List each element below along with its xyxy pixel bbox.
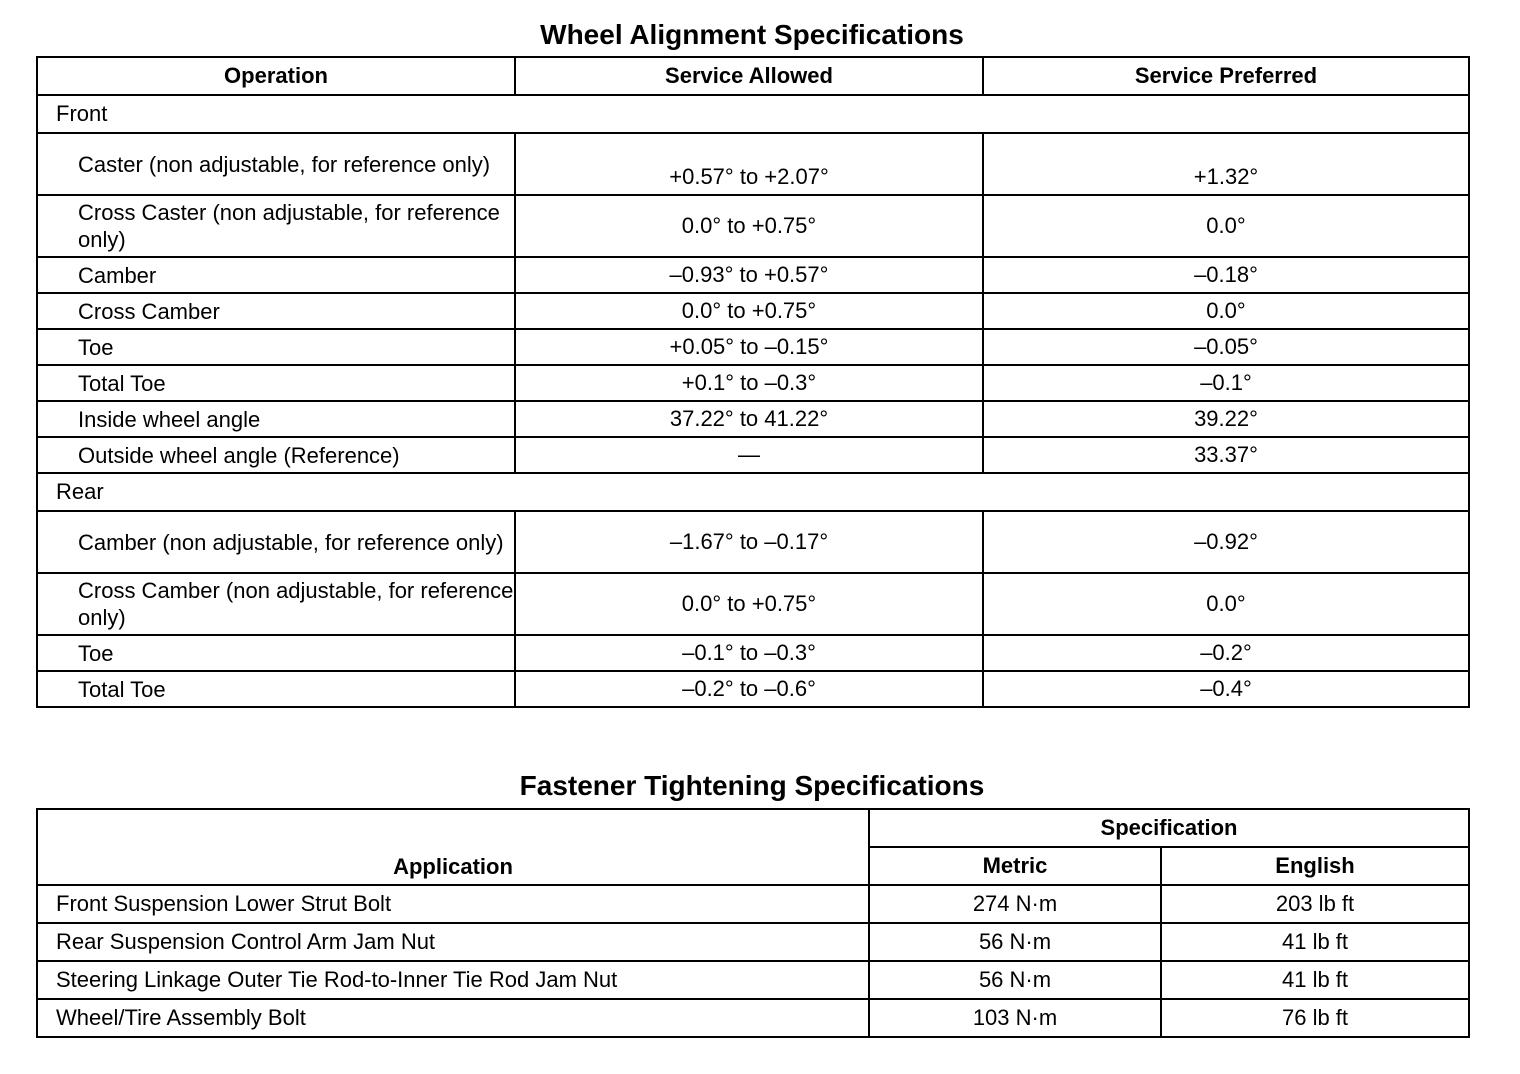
preferred-cell: 33.37°	[983, 437, 1469, 473]
allowed-cell: +0.57° to +2.07°	[515, 133, 983, 195]
table-row	[37, 671, 1469, 707]
operation-cell: Total Toe	[37, 671, 515, 707]
operation-cell: Cross Caster (non adjustable, for reference only)	[37, 195, 515, 257]
header-specification: Specification	[869, 809, 1469, 847]
operation-cell: Camber (non adjustable, for reference only)	[37, 511, 515, 573]
allowed-cell: +0.1° to –0.3°	[515, 365, 983, 401]
header-english: English	[1161, 847, 1469, 885]
operation-cell: Caster (non adjustable, for reference only)	[37, 133, 515, 195]
table-row	[37, 293, 1469, 329]
header-metric: Metric	[869, 847, 1161, 885]
operation-cell: Cross Camber (non adjustable, for reference only)	[37, 573, 515, 635]
english-cell: 41 lb ft	[1161, 923, 1469, 961]
metric-cell: 274 N·m	[869, 885, 1161, 923]
application-cell: Wheel/Tire Assembly Bolt	[37, 999, 869, 1037]
allowed-cell: —	[515, 437, 983, 473]
allowed-cell: 0.0° to +0.75°	[515, 293, 983, 329]
header-operation: Operation	[37, 57, 515, 95]
table-row	[37, 573, 1469, 635]
preferred-cell: –0.92°	[983, 511, 1469, 573]
application-cell: Steering Linkage Outer Tie Rod-to-Inner Tie Rod Jam Nut	[37, 961, 869, 999]
operation-cell: Toe	[37, 329, 515, 365]
english-cell: 76 lb ft	[1161, 999, 1469, 1037]
english-cell: 203 lb ft	[1161, 885, 1469, 923]
operation-cell: Outside wheel angle (Reference)	[37, 437, 515, 473]
header-application: Application	[37, 809, 869, 885]
allowed-cell: +0.05° to –0.15°	[515, 329, 983, 365]
operation-cell: Inside wheel angle	[37, 401, 515, 437]
table-row	[37, 365, 1469, 401]
preferred-cell: –0.1°	[983, 365, 1469, 401]
table-row	[37, 961, 1469, 999]
table-row	[37, 401, 1469, 437]
fastener-title: Fastener Tightening Specifications	[519, 770, 985, 801]
preferred-cell: –0.2°	[983, 635, 1469, 671]
table-row	[37, 437, 1469, 473]
allowed-cell: –0.2° to –0.6°	[515, 671, 983, 707]
alignment-header-row	[37, 57, 1469, 95]
table-row	[37, 133, 1469, 195]
fastener-table	[36, 808, 1470, 1038]
operation-cell: Cross Camber	[37, 293, 515, 329]
application-cell: Rear Suspension Control Arm Jam Nut	[37, 923, 869, 961]
allowed-cell: 37.22° to 41.22°	[515, 401, 983, 437]
allowed-cell: –0.1° to –0.3°	[515, 635, 983, 671]
allowed-cell: 0.0° to +0.75°	[515, 195, 983, 257]
alignment-title: Wheel Alignment Specifications	[540, 19, 964, 50]
group-row-front	[37, 95, 1469, 133]
table-row	[37, 329, 1469, 365]
group-row-rear	[37, 473, 1469, 511]
table-row	[37, 257, 1469, 293]
table-row	[37, 511, 1469, 573]
preferred-cell: –0.4°	[983, 671, 1469, 707]
table-row	[37, 885, 1469, 923]
table-row	[37, 923, 1469, 961]
alignment-table	[36, 56, 1470, 708]
table-row	[37, 195, 1469, 257]
allowed-cell: 0.0° to +0.75°	[515, 573, 983, 635]
header-service-preferred: Service Preferred	[983, 57, 1469, 95]
metric-cell: 56 N·m	[869, 961, 1161, 999]
application-cell: Front Suspension Lower Strut Bolt	[37, 885, 869, 923]
operation-cell: Total Toe	[37, 365, 515, 401]
operation-cell: Toe	[37, 635, 515, 671]
table-row	[37, 999, 1469, 1037]
metric-cell: 103 N·m	[869, 999, 1161, 1037]
allowed-cell: –0.93° to +0.57°	[515, 257, 983, 293]
english-cell: 41 lb ft	[1161, 961, 1469, 999]
preferred-cell: –0.05°	[983, 329, 1469, 365]
group-label: Front	[37, 95, 1469, 133]
allowed-cell: –1.67° to –0.17°	[515, 511, 983, 573]
preferred-cell: 0.0°	[983, 573, 1469, 635]
preferred-cell: 0.0°	[983, 195, 1469, 257]
header-service-allowed: Service Allowed	[515, 57, 983, 95]
operation-cell: Camber	[37, 257, 515, 293]
preferred-cell: 0.0°	[983, 293, 1469, 329]
metric-cell: 56 N·m	[869, 923, 1161, 961]
preferred-cell: –0.18°	[983, 257, 1469, 293]
preferred-cell: 39.22°	[983, 401, 1469, 437]
table-row	[37, 635, 1469, 671]
group-label: Rear	[37, 473, 1469, 511]
fastener-header-row	[37, 809, 1469, 847]
preferred-cell: +1.32°	[983, 133, 1469, 195]
